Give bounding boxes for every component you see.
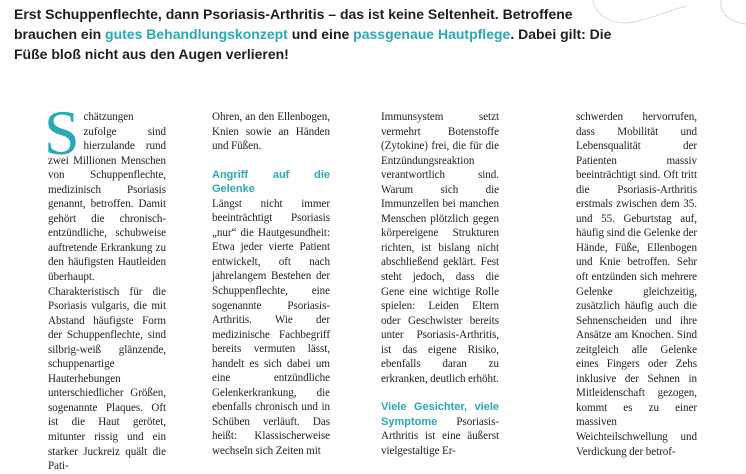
intro-part-2: und eine: [287, 26, 354, 42]
intro-lead: [14, 4, 614, 64]
column-2-text-1: Ohren, an den Ellenbogen, Knien sowie an Händen und Füßen.: [212, 111, 330, 153]
column-2-subheading: Angriff auf die Gelenke: [212, 168, 330, 196]
article-column-4: [576, 110, 697, 459]
intro-part-1: Erst Schuppenflechte, dann Psoriasis-Arthritis – das ist keine Seltenheit. Betroffene brauchen ein: [14, 6, 573, 42]
column-3-text-2: Psoriasis-Arthritis ist eine äußerst vielgestaltige Er-: [381, 415, 499, 458]
intro-link-skincare[interactable]: passgenaue Hautpflege: [353, 26, 511, 42]
article-column-1: [44, 97, 166, 474]
dropcap-letter: S: [44, 97, 80, 168]
foot-outline-icon: [571, 0, 746, 40]
column-4-text: schwerden hervorrufen, dass Mobilität und Lebensqualität der Patienten massiv beeinträchtigt sind. Oft tritt die Psoriasis-Arthritis erstmals zwischen dem 35. und 55. Geburtstag auf, häufig sind die Gelenke der Hände, Füße, Ellenbogen und Knie betroffen. Sehr oft entzünden sich mehrere Gelenke gleichzeitig, zusätzlich häufig auch die Sehnenscheiden und ihre Ansätze am Knochen. Sind zeitgleich alle Gelenke eines Fingers oder Zehs inklusive der Sehnen in Mitleidenschaft gezogen, kommt es zu einer massiven Weichteilschwellung und Verdickung der betrof-: [576, 111, 697, 458]
column-3-text-1: Immunsystem setzt vermehrt Botenstoffe (Zytokine) frei, die für die Entzündungsreaktion verantwortlich sind. Warum sich die Immunzellen bei manchen Menschen plötzlich gegen körpereigene Strukturen richten, ist bislang nicht abschließend geklärt. Fest steht jedoch, dass die Gene eine wichtige Rolle spielen: Leiden Eltern oder Geschwister bereits unter Psoriasis-Arthritis, ist das eigene Risiko, ebenfalls daran zu erkranken, deutlich erhöht.: [381, 111, 499, 385]
intro-link-treatment[interactable]: gutes Behandlungskonzept: [105, 26, 288, 42]
article-column-3: [381, 110, 499, 459]
column-3-subheading: Viele Gesichter, viele Symptome: [381, 401, 499, 428]
column-1-text: chätzungen zufolge sind hierzulande rund zwei Millionen Menschen von Schuppenflechte, medizinisch Psoriasis genannt, betroffen. Damit gehört die chronisch-entzündliche, schubweise auftretende Erkrankung zu den häufigsten Hautleiden überhaupt. Charakteristisch für die Psoriasis vulgaris, die mit Abstand häufigste Form der Schuppenflechte, sind silbrig-weiß glänzende, schuppenartige Hauterhebungen unterschiedlicher Größen, sogenannte Plaques. Oft ist die Haut gerötet, mitunter rissig und ein starker Juckreiz quält die Pati-: [48, 111, 166, 473]
intro-part-3: . Dabei gilt: Die Füße bloß nicht aus den Augen verlieren!: [14, 26, 612, 62]
article-column-2: [212, 110, 330, 459]
column-2-text-2: Längst nicht immer beeinträchtigt Psoriasis „nur“ die Hautgesundheit: Etwa jeder vierte Patient entwickelt, oft nach jahrelangem Bestehen der Schuppenflechte, eine sogenannte Psoriasis-Arthritis. Wie der medizinische Fachbegriff bereits vermuten lässt, handelt es sich dabei um eine entzündliche Gelenkerkrankung, die ebenfalls chronisch und in Schüben verläuft. Das heißt: Klassischerweise wechseln sich Zeiten mit: [212, 197, 330, 458]
